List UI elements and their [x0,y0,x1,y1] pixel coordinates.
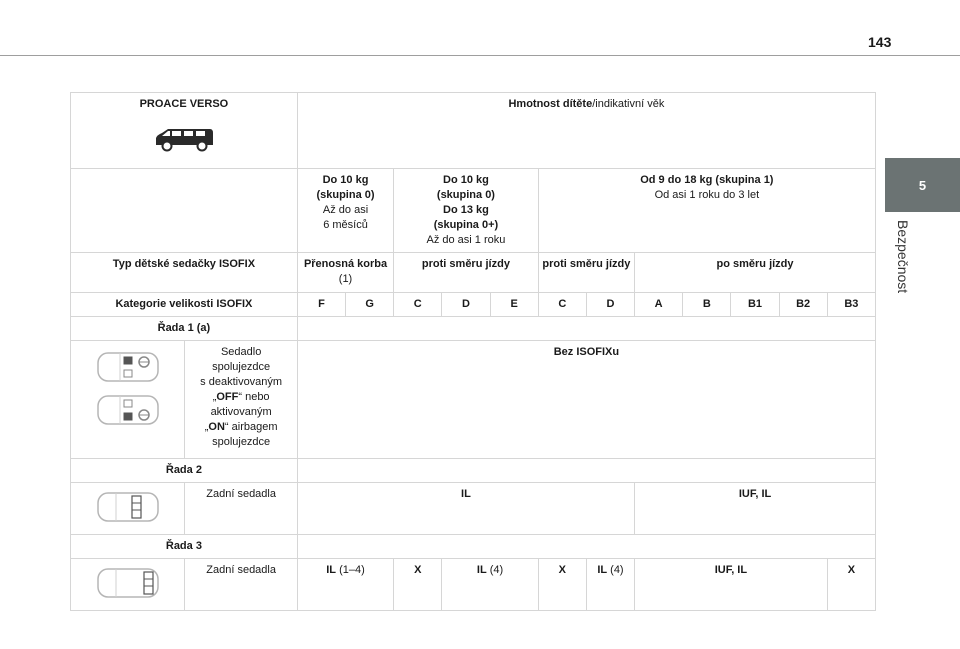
row-2-value-a: IL [297,483,634,535]
empty-cell [297,459,875,483]
chapter-title: Bezpečnost [895,220,911,294]
header-rule [0,55,960,56]
row-2-data-row [71,483,876,535]
row-3-value: X [538,559,586,611]
group-1-cell: Od 9 do 18 kg (skupina 1) Od asi 1 roku do 3 let [538,169,875,253]
row-2-value-b: IUF, IL [635,483,876,535]
row-1-icon-cell [71,341,185,459]
front-seat-airbag-icon [94,351,162,383]
weight-groups-row [71,169,876,253]
size-cell: G [346,293,394,317]
row-1-data-row [71,341,876,459]
forward-facing-cell: po směru jízdy [635,253,876,293]
row-3-desc: Zadní sedadla [185,559,297,611]
size-cell: E [490,293,538,317]
size-cell: B3 [827,293,875,317]
seat-type-row [71,253,876,293]
page-number: 143 [868,34,892,50]
size-category-label: Kategorie velikosti ISOFIX [71,293,298,317]
row-3-value: X [394,559,442,611]
row-3-value: IUF, IL [635,559,828,611]
size-cell: B1 [731,293,779,317]
front-seat-airbag-icon [94,394,162,426]
size-cell: B [683,293,731,317]
size-cell: D [586,293,634,317]
isofix-table [70,92,876,611]
van-icon [153,126,215,152]
row-1-title: Řada 1 (a) [71,317,298,341]
vehicle-name: PROACE VERSO [139,98,229,110]
size-category-row [71,293,876,317]
row-1-title-row [71,317,876,341]
size-cell: D [442,293,490,317]
rear-facing-cell-2: proti směru jízdy [538,253,634,293]
row-1-value: Bez ISOFIXu [297,341,875,459]
size-cell: A [635,293,683,317]
vehicle-cell [71,93,298,169]
row-1-desc-cell: Sedadlo spolujezdce s deaktivovaným „OFF“ nebo aktivovaným „ON“ airbagem spolujezdce [185,341,297,459]
portable-cot-cell: Přenosná korba (1) [297,253,393,293]
empty-cell [297,535,875,559]
rear-seat-row3-icon [94,567,162,599]
row-3-value: IL (4) [442,559,538,611]
row-3-icon-cell [71,559,185,611]
rear-facing-cell: proti směru jízdy [394,253,539,293]
row-2-icon-cell [71,483,185,535]
row-2-desc: Zadní sedadla [185,483,297,535]
group-0-cell: Do 10 kg (skupina 0) Až do asi 6 měsíců [297,169,393,253]
size-cell: C [538,293,586,317]
row-3-title-row [71,535,876,559]
row-3-data-row [71,559,876,611]
size-cell: B2 [779,293,827,317]
rear-seat-row2-icon [94,491,162,523]
size-cell: C [394,293,442,317]
table-header-row [71,93,876,169]
group-0plus-cell: Do 10 kg (skupina 0) Do 13 kg (skupina 0+) Až do asi 1 roku [394,169,539,253]
row-2-title-row [71,459,876,483]
row-3-title: Řada 3 [71,535,298,559]
row-2-title: Řada 2 [71,459,298,483]
row-3-value: X [827,559,875,611]
size-cell: F [297,293,345,317]
chapter-tab[interactable] [885,158,960,212]
weight-header: Hmotnost dítěte/indikativní věk [297,93,875,169]
empty-cell [71,169,298,253]
row-3-value: IL (1–4) [297,559,393,611]
chapter-number: 5 [918,177,927,193]
row-3-value: IL (4) [586,559,634,611]
empty-cell [297,317,875,341]
seat-type-label: Typ dětské sedačky ISOFIX [71,253,298,293]
